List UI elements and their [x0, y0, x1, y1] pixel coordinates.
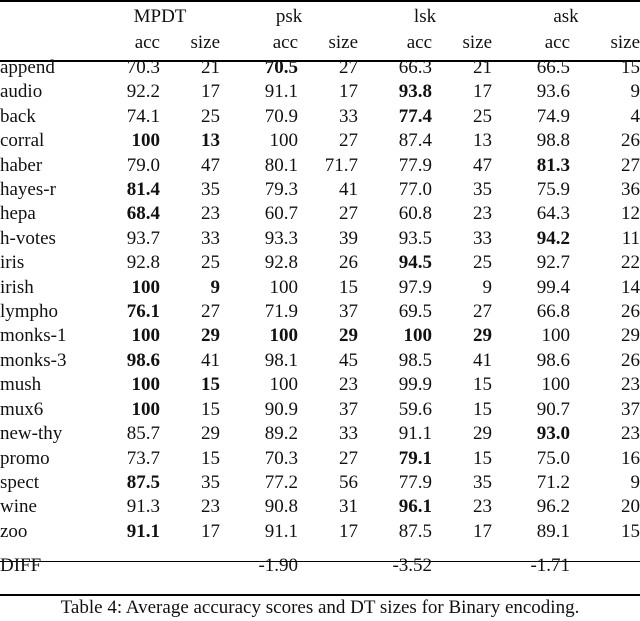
top-rule [0, 0, 640, 2]
size-cell: 14 [621, 276, 640, 298]
size-cell: 41 [473, 349, 493, 371]
size-cell: 41 [339, 179, 359, 201]
size-cell: 13 [473, 130, 493, 152]
size-cell: 13 [201, 130, 221, 152]
table-row [0, 324, 640, 348]
dataset-name: hepa [0, 203, 36, 225]
size-cell: 31 [339, 496, 359, 518]
acc-cell: 98.6 [126, 349, 160, 371]
size-cell: 4 [630, 105, 640, 127]
acc-cell: 93.0 [536, 423, 571, 445]
acc-cell: 68.4 [126, 203, 160, 225]
table-row [0, 447, 640, 471]
size-cell: 29 [473, 423, 493, 445]
size-cell: 41 [201, 349, 221, 371]
acc-cell: 75.0 [536, 447, 571, 469]
acc-cell: 91.1 [126, 520, 160, 542]
size-cell: 23 [201, 203, 221, 225]
table-row [0, 227, 640, 251]
table-caption: Table 4: Average accuracy scores and DT sizes for Binary encoding. [60, 597, 580, 618]
dataset-name: hayes-r [0, 179, 56, 201]
acc-cell: 89.1 [536, 520, 571, 542]
acc-cell: 92.2 [126, 81, 160, 103]
size-cell: 15 [621, 57, 640, 78]
col-header-acc: acc [406, 32, 433, 53]
dataset-name: lympho [0, 301, 59, 323]
acc-cell: 100 [269, 276, 299, 298]
size-cell: 33 [201, 227, 221, 249]
acc-cell: 91.1 [264, 520, 299, 542]
dataset-name: mush [0, 374, 42, 396]
acc-cell: 74.1 [126, 105, 160, 127]
size-cell: 11 [621, 227, 640, 249]
size-cell: 27 [473, 301, 493, 323]
size-cell: 29 [621, 325, 640, 347]
size-cell: 25 [201, 105, 221, 127]
acc-cell: 70.3 [264, 447, 299, 469]
acc-cell: 77.9 [398, 154, 433, 176]
table-row [0, 80, 640, 104]
dataset-name: new-thy [0, 423, 63, 445]
acc-cell: 73.7 [126, 447, 160, 469]
acc-cell: 100 [131, 325, 160, 347]
size-cell: 26 [621, 349, 640, 371]
size-cell: 9 [210, 276, 221, 298]
size-cell: 27 [339, 203, 359, 225]
acc-cell: 71.2 [536, 471, 571, 493]
size-cell: 36 [621, 179, 640, 201]
dataset-name: zoo [0, 520, 28, 542]
acc-cell: 98.6 [536, 349, 571, 371]
size-cell: 9 [630, 471, 640, 493]
spacer-row [0, 544, 640, 552]
size-cell: 33 [339, 105, 359, 127]
acc-cell: 100 [269, 130, 299, 152]
acc-cell: 93.6 [536, 81, 571, 103]
col-header-size: size [328, 32, 359, 53]
table-row [0, 398, 640, 422]
acc-cell: 85.7 [126, 423, 160, 445]
size-cell: 23 [621, 423, 640, 445]
acc-cell: 77.9 [398, 471, 433, 493]
acc-cell: 92.7 [536, 252, 571, 274]
table-row [0, 495, 640, 519]
acc-cell: 77.4 [398, 105, 433, 127]
acc-cell: 100 [541, 325, 571, 347]
table-row [0, 373, 640, 397]
acc-cell: 81.4 [126, 179, 160, 201]
acc-cell: 100 [131, 398, 160, 420]
acc-cell: 77.0 [398, 179, 433, 201]
table-row [0, 471, 640, 495]
dataset-name: irish [0, 276, 34, 298]
size-cell: 29 [339, 325, 359, 347]
size-cell: 15 [473, 447, 493, 469]
size-cell: 25 [473, 105, 493, 127]
size-cell: 25 [201, 252, 221, 274]
size-cell: 47 [201, 154, 221, 176]
acc-cell: 94.2 [536, 227, 571, 249]
subheader-row [0, 30, 640, 56]
size-cell: 17 [473, 81, 493, 103]
size-cell: 15 [339, 276, 359, 298]
acc-cell: 60.7 [264, 203, 299, 225]
dataset-name: audio [0, 81, 43, 103]
size-cell: 39 [339, 227, 359, 249]
table-row [0, 276, 640, 300]
acc-cell: 94.5 [398, 252, 433, 274]
size-cell: 20 [621, 496, 640, 518]
acc-cell: 79.0 [126, 154, 160, 176]
acc-cell: 89.2 [264, 423, 299, 445]
size-cell: 21 [201, 57, 221, 78]
size-cell: 15 [201, 447, 221, 469]
col-header-acc: acc [134, 32, 160, 53]
dataset-name: wine [0, 496, 37, 518]
acc-cell: 70.3 [126, 57, 160, 78]
size-cell: 33 [473, 227, 493, 249]
results-table [0, 3, 640, 580]
acc-cell: 79.3 [264, 179, 299, 201]
size-cell: 45 [339, 349, 359, 371]
group-header: lsk [413, 6, 437, 27]
acc-cell: 100 [269, 374, 299, 396]
size-cell: 26 [621, 301, 640, 323]
size-cell: 17 [201, 81, 221, 103]
acc-cell: 87.4 [398, 130, 433, 152]
size-cell: 15 [621, 520, 640, 542]
acc-cell: 60.8 [398, 203, 433, 225]
col-header-acc: acc [544, 32, 571, 53]
size-cell: 37 [339, 398, 359, 420]
acc-cell: 66.3 [398, 57, 433, 78]
size-cell: 71.7 [324, 154, 359, 176]
size-cell: 27 [621, 154, 640, 176]
acc-cell: 64.3 [536, 203, 571, 225]
acc-cell: 70.9 [264, 105, 299, 127]
size-cell: 15 [201, 374, 221, 396]
table-row [0, 520, 640, 544]
table-row [0, 422, 640, 446]
acc-cell: 98.8 [536, 130, 571, 152]
table-row [0, 251, 640, 275]
size-cell: 16 [621, 447, 640, 469]
size-cell: 12 [621, 203, 640, 225]
dataset-name: corral [0, 130, 45, 152]
acc-cell: 59.6 [398, 398, 433, 420]
acc-cell: 66.8 [536, 301, 571, 323]
acc-cell: 91.3 [126, 496, 160, 518]
acc-cell: 92.8 [126, 252, 160, 274]
col-header-size: size [190, 32, 221, 53]
size-cell: 17 [473, 520, 493, 542]
col-header-size: size [610, 32, 640, 53]
group-header: MPDT [133, 6, 187, 27]
acc-cell: 93.3 [264, 227, 299, 249]
table-row [0, 56, 640, 80]
size-cell: 23 [621, 374, 640, 396]
table-row [0, 300, 640, 324]
acc-cell: 100 [131, 130, 160, 152]
acc-cell: 100 [403, 325, 433, 347]
diff-label: DIFF [0, 555, 42, 577]
diff-ask: -1.71 [530, 555, 571, 577]
acc-cell: 100 [269, 325, 299, 347]
group-header: ask [553, 6, 579, 27]
acc-cell: 93.7 [126, 227, 160, 249]
size-cell: 23 [339, 374, 359, 396]
size-cell: 23 [201, 496, 221, 518]
size-cell: 17 [201, 520, 221, 542]
size-cell: 15 [473, 398, 493, 420]
acc-cell: 100 [541, 374, 571, 396]
size-cell: 47 [473, 154, 493, 176]
dataset-name: append [0, 57, 55, 78]
size-cell: 35 [201, 471, 221, 493]
acc-cell: 66.5 [536, 57, 571, 78]
col-header-acc: acc [272, 32, 299, 53]
acc-cell: 79.1 [398, 447, 433, 469]
size-cell: 26 [621, 130, 640, 152]
dataset-name: haber [0, 154, 43, 176]
size-cell: 27 [339, 130, 359, 152]
acc-cell: 74.9 [536, 105, 571, 127]
table-row [0, 129, 640, 153]
dataset-name: monks-1 [0, 325, 67, 347]
acc-cell: 92.8 [264, 252, 299, 274]
size-cell: 37 [339, 301, 359, 323]
dataset-name: back [0, 105, 36, 127]
table-row [0, 349, 640, 373]
size-cell: 9 [630, 81, 640, 103]
size-cell: 9 [482, 276, 493, 298]
table-body [0, 56, 640, 544]
size-cell: 35 [473, 471, 493, 493]
dataset-name: promo [0, 447, 50, 469]
dataset-name: iris [0, 252, 25, 274]
size-cell: 17 [339, 81, 359, 103]
size-cell: 29 [201, 423, 221, 445]
size-cell: 35 [473, 179, 493, 201]
size-cell: 37 [621, 398, 640, 420]
col-header-size: size [462, 32, 493, 53]
acc-cell: 91.1 [398, 423, 433, 445]
size-cell: 15 [201, 398, 221, 420]
acc-cell: 75.9 [536, 179, 571, 201]
acc-cell: 76.1 [126, 301, 160, 323]
acc-cell: 90.8 [264, 496, 299, 518]
diff-psk: -1.90 [258, 555, 299, 577]
size-cell: 27 [201, 301, 221, 323]
size-cell: 27 [339, 57, 359, 78]
group-header-row [0, 3, 640, 30]
size-cell: 56 [339, 471, 359, 493]
diff-lsk: -3.52 [392, 555, 433, 577]
acc-cell: 99.4 [536, 276, 571, 298]
size-cell: 23 [473, 203, 493, 225]
size-cell: 22 [621, 252, 640, 274]
size-cell: 21 [473, 57, 493, 78]
size-cell: 27 [339, 447, 359, 469]
acc-cell: 98.1 [264, 349, 299, 371]
acc-cell: 71.9 [264, 301, 299, 323]
size-cell: 26 [339, 252, 359, 274]
acc-cell: 93.5 [398, 227, 433, 249]
acc-cell: 96.2 [536, 496, 571, 518]
size-cell: 35 [201, 179, 221, 201]
acc-cell: 96.1 [398, 496, 433, 518]
acc-cell: 90.9 [264, 398, 299, 420]
size-cell: 25 [473, 252, 493, 274]
acc-cell: 87.5 [126, 471, 160, 493]
acc-cell: 97.9 [398, 276, 433, 298]
dataset-name: h-votes [0, 227, 56, 249]
dataset-name: monks-3 [0, 349, 67, 371]
table-row [0, 105, 640, 129]
acc-cell: 80.1 [264, 154, 299, 176]
size-cell: 23 [473, 496, 493, 518]
acc-cell: 70.5 [264, 57, 299, 78]
group-header: psk [275, 6, 303, 27]
acc-cell: 93.8 [398, 81, 433, 103]
dataset-name: mux6 [0, 398, 44, 420]
acc-cell: 98.5 [398, 349, 433, 371]
size-cell: 33 [339, 423, 359, 445]
size-cell: 17 [339, 520, 359, 542]
acc-cell: 91.1 [264, 81, 299, 103]
table-row [0, 154, 640, 178]
size-cell: 29 [201, 325, 221, 347]
acc-cell: 81.3 [536, 154, 571, 176]
acc-cell: 99.9 [398, 374, 433, 396]
acc-cell: 77.2 [264, 471, 299, 493]
diff-row [0, 552, 640, 580]
size-cell: 15 [473, 374, 493, 396]
size-cell: 29 [473, 325, 493, 347]
acc-cell: 100 [131, 374, 160, 396]
table-row [0, 178, 640, 202]
acc-cell: 69.5 [398, 301, 433, 323]
acc-cell: 90.7 [536, 398, 571, 420]
acc-cell: 87.5 [398, 520, 433, 542]
dataset-name: spect [0, 471, 40, 493]
acc-cell: 100 [131, 276, 160, 298]
table-row [0, 202, 640, 226]
